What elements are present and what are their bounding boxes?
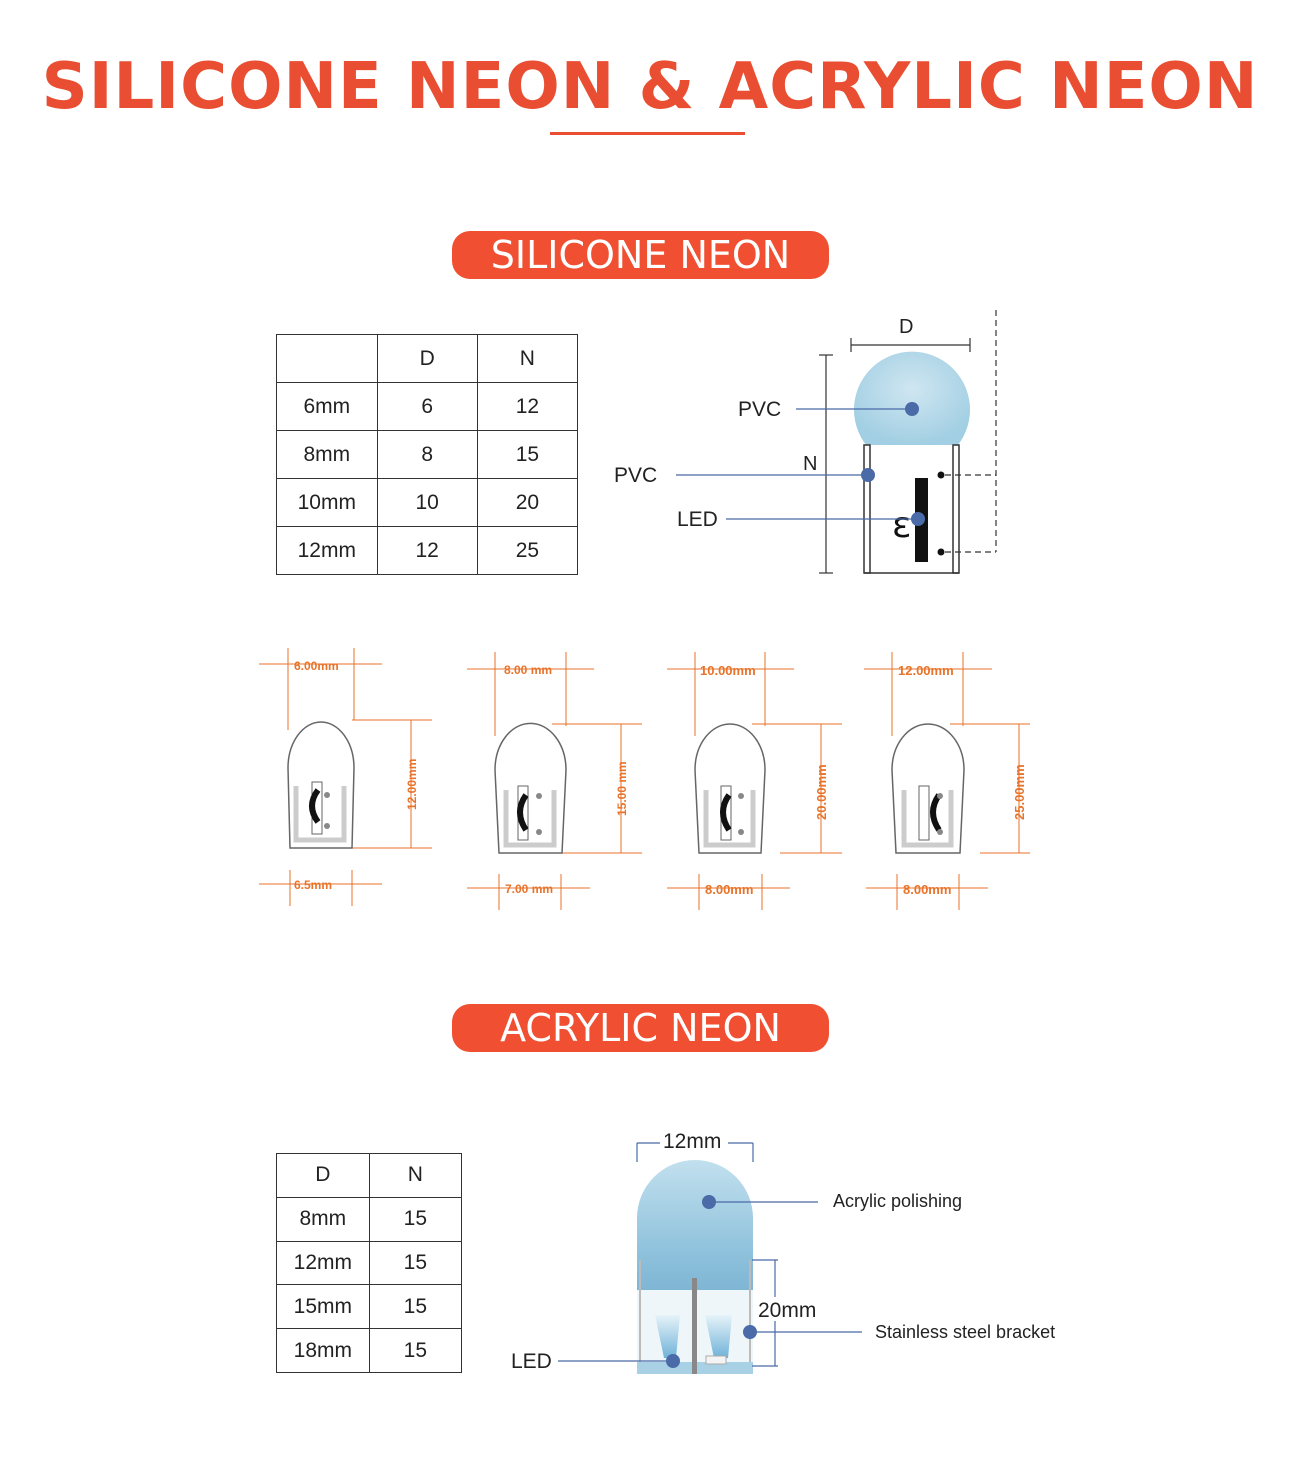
height-label: 20.00mm: [814, 764, 829, 820]
height-label: 12.00mm: [405, 758, 419, 810]
led-chip-glyph: ε: [892, 505, 912, 546]
label-d: D: [899, 316, 914, 338]
width-bottom-label: 8.00mm: [903, 882, 952, 897]
table-cell: 15: [369, 1285, 461, 1329]
label-pvc-side: PVC: [614, 464, 658, 487]
table-cell: 20: [477, 479, 577, 527]
table-cell: 12: [377, 527, 477, 575]
table-cell: 15: [477, 431, 577, 479]
width-top-label: 8.00 mm: [504, 663, 553, 677]
label-led: LED: [511, 1350, 552, 1373]
table-cell: 10mm: [277, 479, 378, 527]
led-chip: [706, 1356, 726, 1364]
table-header-cell: N: [477, 335, 577, 383]
label-n: N: [803, 453, 818, 475]
table-cell: 15: [369, 1329, 461, 1373]
label-pvc-top: PVC: [738, 398, 782, 421]
acrylic-dome: [637, 1160, 753, 1290]
height-label: 20mm: [758, 1299, 817, 1322]
table-cell: 8: [377, 431, 477, 479]
table-cell: 15: [369, 1197, 461, 1241]
label-led: LED: [677, 508, 718, 531]
bracket-dot: [743, 1325, 757, 1339]
table-cell: 12: [477, 383, 577, 431]
height-label: 25.00mm: [1012, 764, 1027, 820]
width-top-label: 10.00mm: [700, 663, 756, 678]
width-label: 12mm: [663, 1130, 722, 1153]
table-cell: 15: [369, 1241, 461, 1285]
silicone-neon-heading: SILICONE NEON: [452, 231, 829, 279]
stainless-steel-bracket: [692, 1278, 697, 1374]
width-bottom-label: 6.5mm: [294, 878, 333, 892]
width-top-label: 6.00mm: [294, 659, 339, 673]
table-cell: 25: [477, 527, 577, 575]
height-label: 15.00 mm: [615, 761, 629, 816]
width-bottom-label: 7.00 mm: [505, 882, 554, 896]
table-header-cell: N: [369, 1154, 461, 1198]
table-cell: 6: [377, 383, 477, 431]
table-cell: 15mm: [277, 1285, 370, 1329]
table-header-cell: D: [277, 1154, 370, 1198]
polishing-dot: [702, 1195, 716, 1209]
table-cell: 10: [377, 479, 477, 527]
table-cell: 12mm: [277, 527, 378, 575]
acrylic-neon-heading: ACRYLIC NEON: [452, 1004, 829, 1052]
page-title: SILICONE NEON & ACRYLIC NEON: [41, 50, 1259, 124]
table-cell: 18mm: [277, 1329, 370, 1373]
table-header-cell: D: [377, 335, 477, 383]
label-bracket: Stainless steel bracket: [875, 1322, 1056, 1342]
table-cell: 6mm: [277, 383, 378, 431]
table-cell: 8mm: [277, 431, 378, 479]
led-dot: [666, 1354, 680, 1368]
table-cell: 8mm: [277, 1197, 370, 1241]
label-polishing: Acrylic polishing: [833, 1191, 963, 1211]
table-cell: 12mm: [277, 1241, 370, 1285]
width-bottom-label: 8.00mm: [705, 882, 754, 897]
width-top-label: 12.00mm: [898, 663, 954, 678]
